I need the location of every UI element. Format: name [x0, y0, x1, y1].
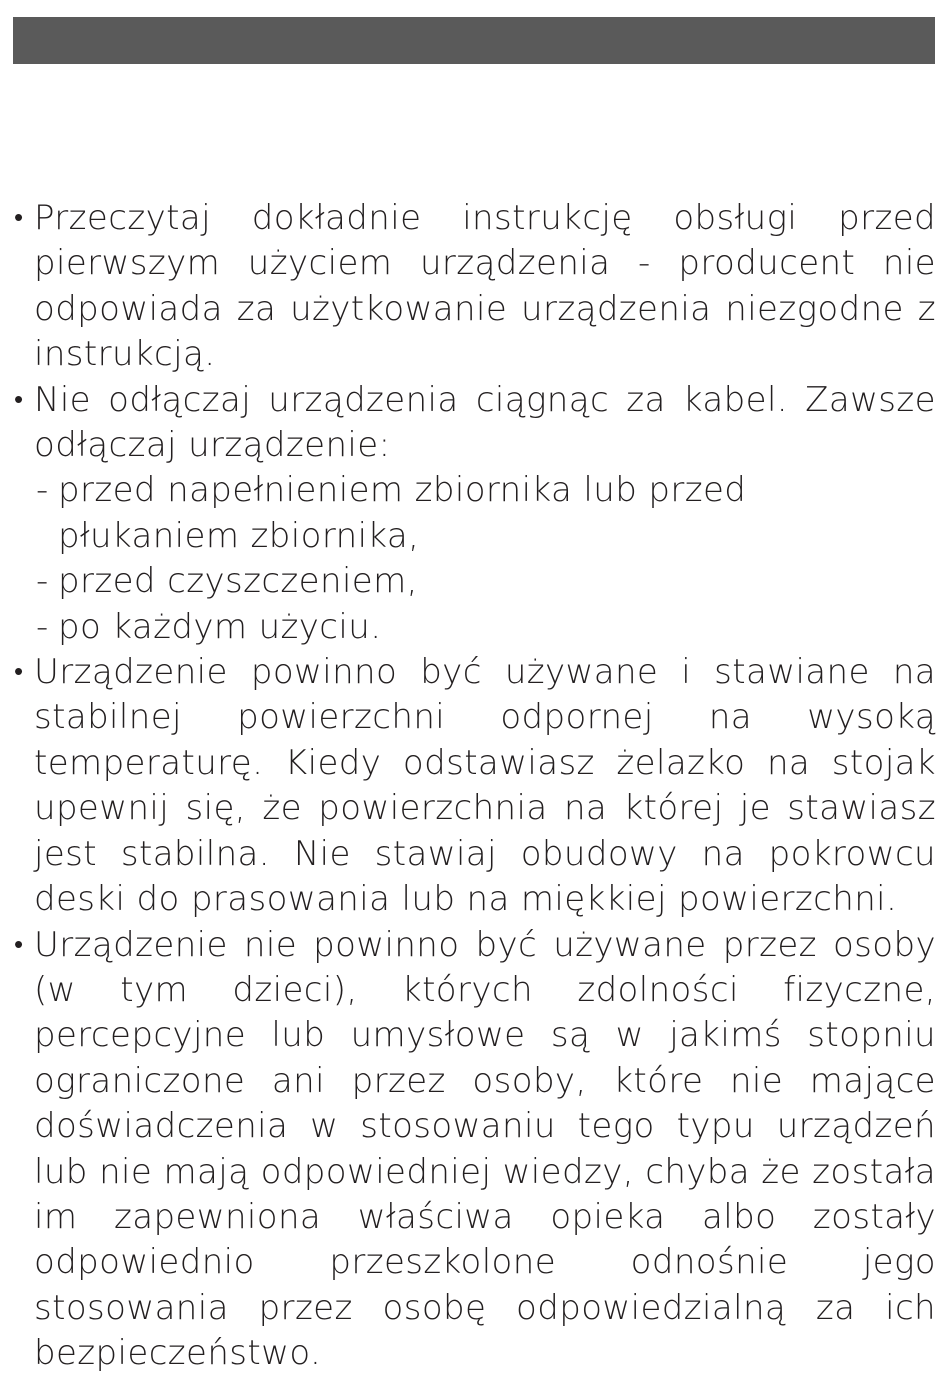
bullet: • [14, 657, 24, 688]
list-item-text: Przeczytaj dokładnie instrukcję obsługi przed pierwszym użyciem urządzenia - producent nie odpowiada za użytkowanie urządzenia niezgodne z instrukcją. [34, 198, 936, 375]
list-item-text: Urządzenie nie powinno być używane przez osoby (w tym dzieci), których zdolności fizyczne, percepcyjne lub umysłowe są w jakimś stopniu ograniczone ani przez osoby, które nie mające doświadczenia w stosowaniu tego typu urządzeń lub nie mają odpowiedniej wiedzy, chyba że została im zapewniona właściwa opieka albo zostały odpowiednio przeszkolone odnośnie jego stosowania przez osobę odpowiedzialną za ich bezpieczeństwo. [34, 924, 936, 1374]
sub-list-item-text: po każdym użyciu. [58, 606, 382, 647]
list-item [12, 923, 936, 1377]
list-item [12, 650, 936, 922]
bullet: • [14, 384, 24, 415]
sub-list-item [34, 468, 936, 559]
list-item [12, 378, 936, 650]
bullet: • [14, 929, 24, 960]
header-bar [13, 17, 935, 64]
dash: - [36, 606, 49, 647]
list-item [12, 196, 936, 378]
list-item-text: Nie odłączaj urządzenia ciągnąc za kabel. Zawsze odłączaj urządzenie: [34, 379, 936, 466]
bullet: • [14, 203, 24, 233]
safety-instructions [12, 196, 936, 1377]
sub-list-item-text: przed napełnieniem zbiornika lub przed płukaniem zbiornika, [58, 470, 747, 556]
dash: - [36, 561, 49, 602]
list-item-text: Urządzenie powinno być używane i stawiane na stabilnej powierzchni odpornej na wysoką temperaturę. Kiedy odstawiasz żelazko na stojak upewnij się, że powierzchnia na której je stawiasz jest stabilna. Nie stawiaj obudowy na pokrowcu deski do prasowania lub na miękkiej powierzchni. [34, 652, 936, 920]
dash: - [36, 470, 49, 511]
sub-list-item-text: przed czyszczeniem, [58, 561, 418, 602]
sub-list-item [34, 605, 936, 650]
sub-list-item [34, 559, 936, 604]
